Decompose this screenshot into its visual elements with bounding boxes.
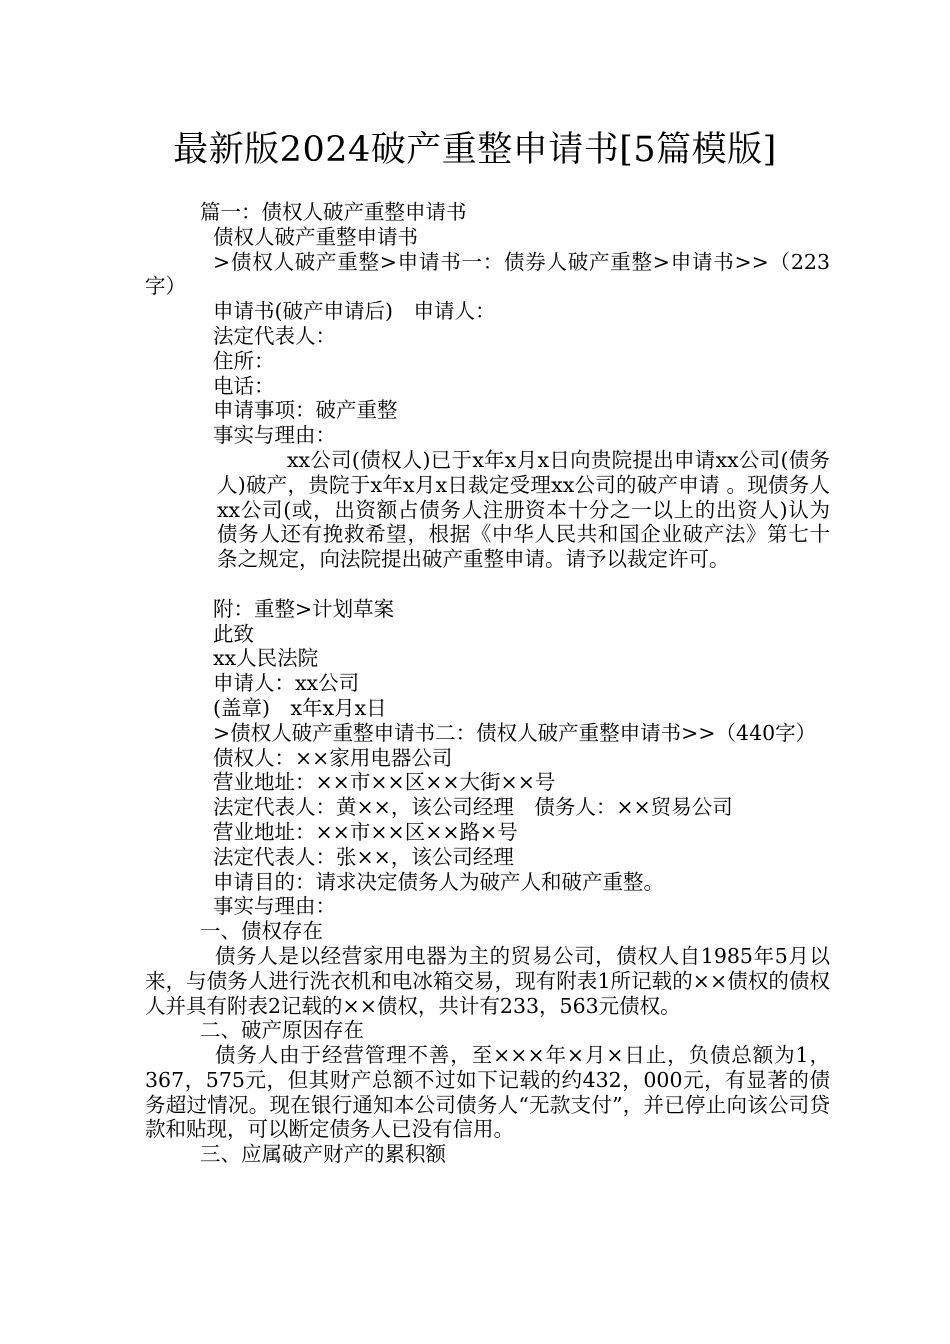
applicant-line: 申请书(破产申请后) 申请人：: [213, 299, 496, 324]
legal-rep-line: 法定代表人：: [213, 323, 336, 348]
section-bankruptcy-cause: 二、破产原因存在: [200, 1018, 364, 1043]
subheading: 债权人破产重整申请书: [213, 224, 418, 249]
source-line-1: >债权人破产重整>申请书一：债券人破产重整>申请书>>（223字）: [145, 249, 830, 299]
debtor-address-line: 营业地址：××市××区××路×号: [213, 819, 518, 844]
address-line: 住所：: [213, 348, 275, 373]
document-body: [145, 200, 830, 1167]
creditor-rep-line: 法定代表人：黄××，该公司经理 债务人：××贸易公司: [213, 795, 733, 820]
section-estate-amount: 三、应属破产财产的累积额: [200, 1142, 446, 1167]
debtor-rep-line: 法定代表人：张××，该公司经理: [213, 844, 514, 869]
purpose-line: 申请目的：请求决定债务人为破产人和破产重整。: [213, 869, 664, 894]
cause-paragraph: 债务人由于经营管理不善，至×××年×月×日止，负债总额为1，367，575元，但其财产总额不过如下记载的约432，000元，有显著的债务超过情况。现在银行通知本公司债务人“无款支付”，并已停止向该公司贷款和贴现，可以断定债务人已没有信用。: [145, 1043, 830, 1142]
salutation-line: 此致: [213, 621, 254, 646]
phone-line: 电话：: [213, 373, 275, 398]
request-matter-line: 申请事项：破产重整: [213, 398, 398, 423]
facts-reasons-line: 事实与理由：: [213, 423, 336, 448]
section-heading-1: 篇一：债权人破产重整申请书: [200, 200, 467, 224]
signature-applicant-line: 申请人：xx公司: [213, 671, 360, 696]
section-claim-exists: 一、债权存在: [200, 919, 323, 944]
seal-date-line: (盖章) x年x月x日: [213, 695, 387, 720]
source-line-2: >债权人破产重整申请书二：债权人破产重整申请书>>（440字）: [213, 720, 817, 745]
court-line: xx人民法院: [213, 646, 319, 671]
facts-reasons-line-2: 事实与理由：: [213, 894, 336, 919]
facts-paragraph: xx公司(债权人)已于x年x月x日向贵院提出申请xx公司(债务人)破产，贵院于x年x月x日裁定受理xx公司的破产申请 。现债务人xx公司(或，出资额占债务人注册资本十分之一以上的出资人)认为债务人还有挽救希望，根据《中华人民共和国企业破产法》第七十条之规定，向法院提出破产重整申请。请予以裁定许可。: [217, 447, 830, 572]
creditor-address-line: 营业地址：××市××区××大街××号: [213, 770, 556, 795]
creditor-line: 债权人：××家用电器公司: [213, 745, 453, 770]
blank-line: [145, 572, 830, 597]
attachment-line: 附：重整>计划草案: [213, 596, 395, 621]
claim-paragraph: 债务人是以经营家用电器为主的贸易公司，债权人自1985年5月以来，与债务人进行洗衣机和电冰箱交易，现有附表1所记载的××债权的债权人并具有附表2记载的××债权，共计有233，563元债权。: [145, 943, 830, 1018]
document-title: 最新版2024破产重整申请书[5篇模版]: [173, 130, 777, 170]
